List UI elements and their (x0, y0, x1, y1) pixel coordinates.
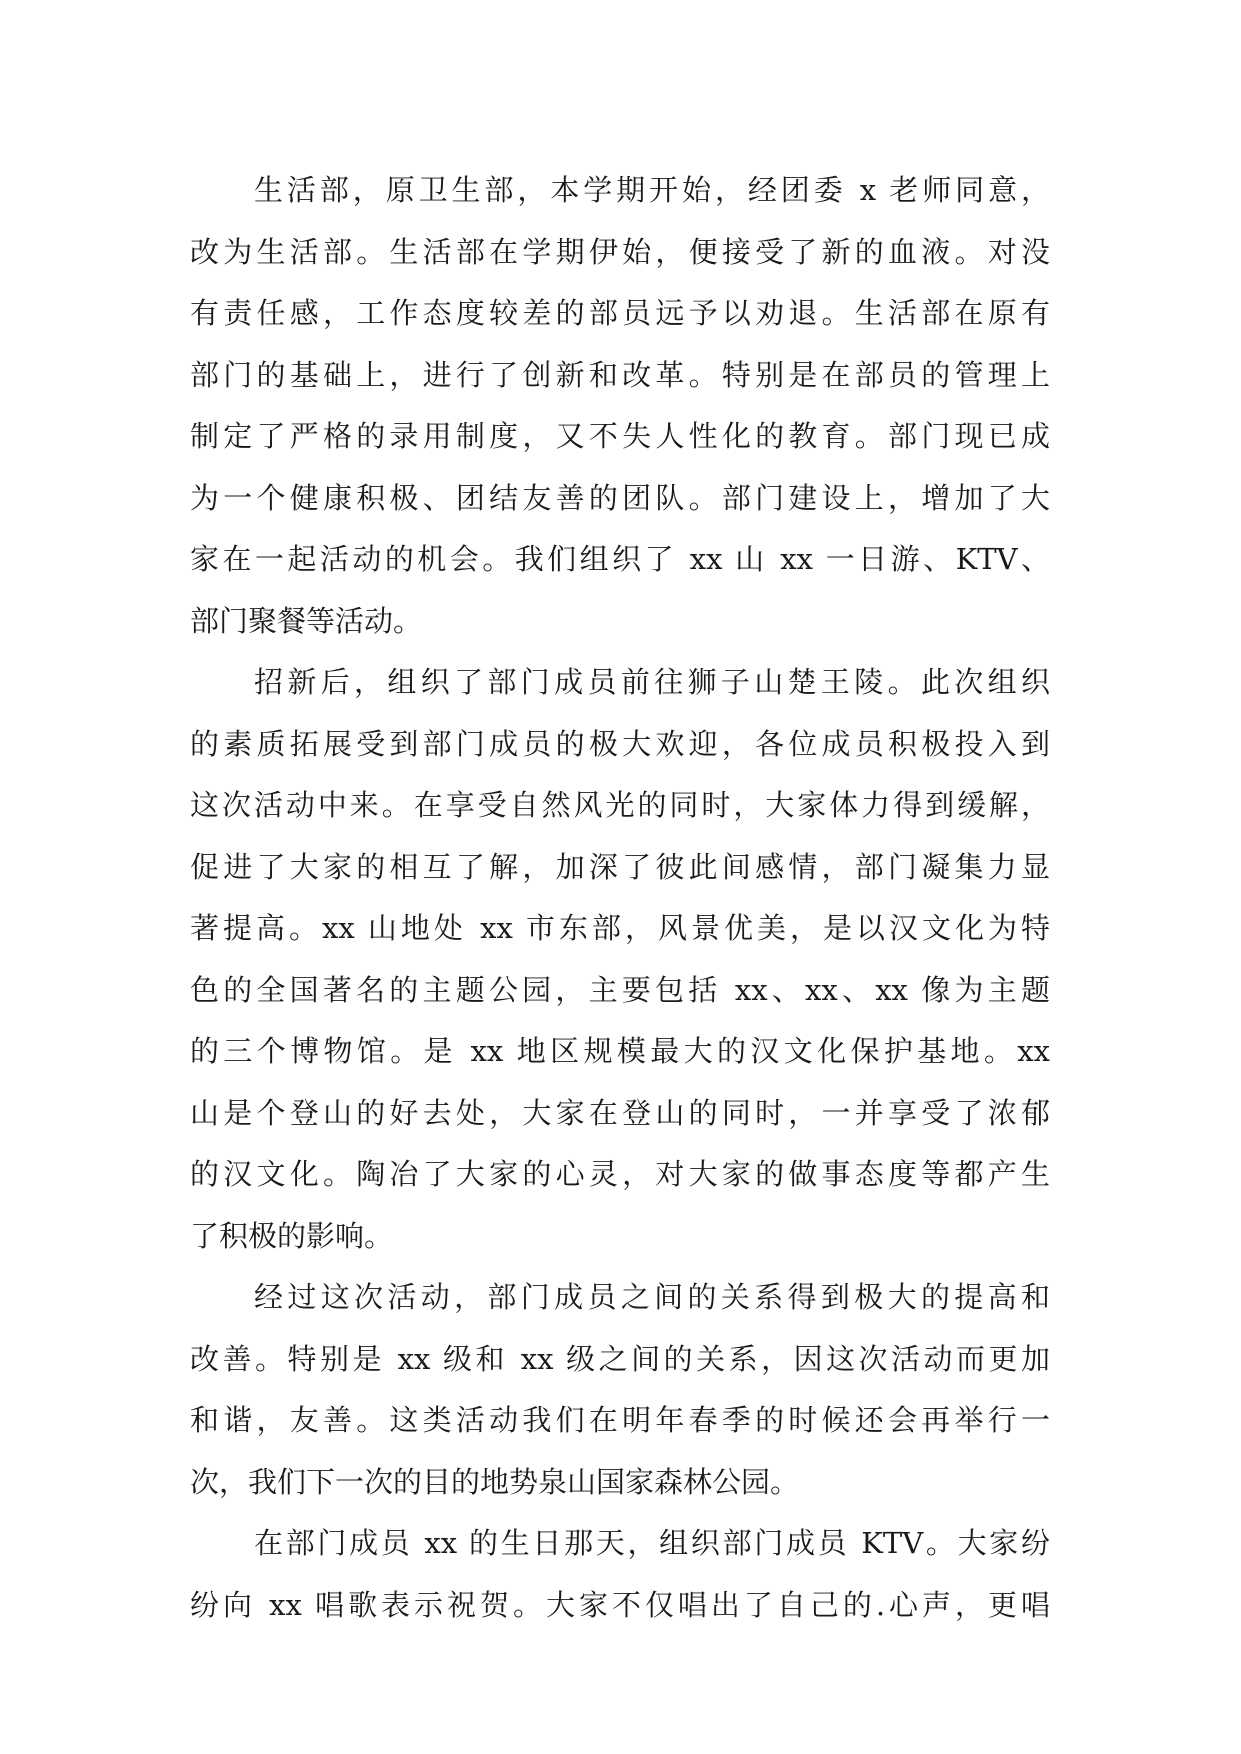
paragraph-3-line-2: 改善。特别是 xx 级和 xx 级之间的关系，因这次活动而更加 (190, 1341, 1050, 1376)
paragraph-4-line-2: 纷向 xx 唱歌表示祝贺。大家不仅唱出了自己的.心声，更唱 (190, 1587, 1050, 1622)
paragraph-1-line-2: 改为生活部。生活部在学期伊始，便接受了新的血液。对没 (190, 234, 1050, 269)
paragraph-1-line-4: 部门的基础上，进行了创新和改革。特别是在部员的管理上 (190, 357, 1050, 392)
paragraph-2-line-4: 促进了大家的相互了解，加深了彼此间感情，部门凝集力显 (190, 849, 1050, 884)
paragraph-2-line-6: 色的全国著名的主题公园，主要包括 xx、xx、xx 像为主题 (190, 972, 1050, 1007)
paragraph-2-line-8: 山是个登山的好去处，大家在登山的同时，一并享受了浓郁 (190, 1095, 1050, 1130)
paragraph-3-line-3: 和谐，友善。这类活动我们在明年春季的时候还会再举行一 (190, 1403, 1050, 1437)
paragraph-1-line-6: 为一个健康积极、团结友善的团队。部门建设上，增加了大 (190, 480, 1050, 515)
paragraph-2-line-7: 的三个博物馆。是 xx 地区规模最大的汉文化保护基地。xx (190, 1034, 1050, 1068)
body-text (190, 160, 1050, 1636)
paragraph-2-line-10: 了积极的影响。 (190, 1218, 394, 1253)
paragraph-2-line-3: 这次活动中来。在享受自然风光的同时，大家体力得到缓解， (190, 788, 1050, 822)
paragraph-3-line-4: 次，我们下一次的目的地势泉山国家森林公园。 (190, 1464, 800, 1499)
paragraph-1-line-8: 部门聚餐等活动。 (190, 603, 423, 638)
paragraph-3-line-1: 经过这次活动，部门成员之间的关系得到极大的提高和 (254, 1280, 1050, 1314)
paragraph-1-line-1: 生活部，原卫生部，本学期开始，经团委 x 老师同意， (254, 173, 1050, 207)
paragraph-2-line-5: 著提高。xx 山地处 xx 市东部，风景优美，是以汉文化为特 (190, 911, 1050, 945)
paragraph-1-line-3: 有责任感，工作态度较差的部员远予以劝退。生活部在原有 (190, 296, 1050, 330)
paragraph-4-line-1: 在部门成员 xx 的生日那天，组织部门成员 KTV。大家纷 (254, 1526, 1050, 1560)
paragraph-1-line-5: 制定了严格的录用制度，又不失人性化的教育。部门现已成 (190, 419, 1050, 453)
paragraph-2-line-9: 的汉文化。陶冶了大家的心灵，对大家的做事态度等都产生 (190, 1157, 1050, 1191)
paragraph-2-line-1: 招新后，组织了部门成员前往狮子山楚王陵。此次组织 (254, 665, 1050, 699)
paragraph-1-line-7: 家在一起活动的机会。我们组织了 xx 山 xx 一日游、KTV、 (190, 542, 1050, 576)
paragraph-2-line-2: 的素质拓展受到部门成员的极大欢迎，各位成员积极投入到 (190, 726, 1050, 761)
